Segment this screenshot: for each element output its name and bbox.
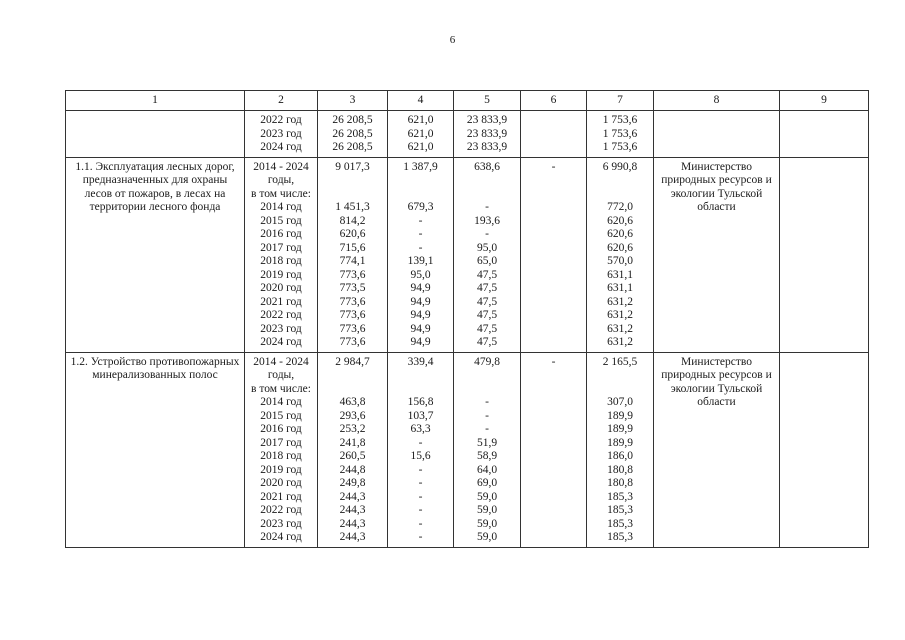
cell-line: -	[418, 214, 423, 227]
section-1-1-col7	[587, 158, 653, 352]
cell-line	[521, 174, 586, 188]
cell-line: 63,3	[410, 423, 431, 435]
cell-line: 307,0	[607, 396, 633, 408]
cell-line	[521, 437, 586, 451]
cell-line: 2018 год	[260, 255, 302, 267]
section-1-1-col4	[388, 158, 453, 352]
cell-line: 156,8	[407, 396, 434, 408]
cell-line: 180,8	[607, 463, 633, 476]
cell-line: 479,8	[474, 355, 500, 368]
cell-line: 47,5	[476, 309, 498, 321]
cell-line: 189,9	[607, 409, 633, 422]
cell-line: 2014 - 2024	[253, 160, 309, 173]
header-row	[66, 91, 869, 111]
cell-line: 65,0	[476, 255, 498, 267]
cell-line: 95,0	[476, 241, 498, 254]
cell-line: 23 833,9	[466, 127, 508, 140]
cell-line	[521, 396, 586, 410]
cell-line: 773,5	[339, 282, 366, 294]
cell-line: 186,0	[607, 450, 633, 462]
continuation-col6	[521, 111, 586, 157]
cell-line: 244,3	[339, 490, 366, 503]
cell-line: 621,0	[407, 127, 434, 140]
cell-line: 2018 год	[260, 450, 302, 462]
cell-line: 570,0	[607, 255, 633, 267]
cell-line: 2015 год	[260, 214, 302, 227]
cell-line: 773,6	[339, 295, 366, 308]
cell-line: 26 208,5	[332, 127, 373, 140]
cell-line: 23 833,9	[466, 141, 508, 153]
continuation-row	[66, 111, 869, 158]
cell-line	[521, 255, 586, 269]
cell-line	[454, 369, 520, 383]
cell-line: 95,0	[410, 268, 431, 281]
cell-line: 2022 год	[260, 309, 302, 321]
cell-line: 47,5	[476, 322, 498, 335]
cell-line: 185,3	[607, 504, 633, 516]
section-1-2-col6	[521, 353, 586, 547]
cell-line: -	[418, 463, 423, 476]
cell-line	[521, 141, 586, 155]
continuation-col7	[587, 111, 653, 157]
cell-line: -	[485, 423, 489, 435]
cell-line: 293,6	[339, 409, 366, 422]
cell-line: 244,3	[339, 517, 366, 530]
cell-line: -	[418, 228, 423, 240]
cell-line	[587, 369, 653, 383]
continuation-col3	[318, 111, 387, 157]
cell-line: 631,1	[607, 268, 633, 281]
cell-line: 58,9	[476, 450, 498, 462]
cell-line	[587, 174, 653, 188]
cell-line	[521, 383, 586, 397]
section-1-2-col9	[780, 352, 869, 547]
cell-line: 244,3	[339, 504, 366, 516]
header-col-5: 5	[454, 91, 521, 111]
cell-line: 814,2	[339, 214, 366, 227]
cell-line: 1 451,3	[335, 201, 370, 213]
cell-line	[521, 491, 586, 505]
header-col-7: 7	[587, 91, 654, 111]
cell-line: 23 833,9	[466, 114, 508, 126]
cell-line: 620,6	[339, 228, 366, 240]
cell-line: 463,8	[339, 396, 366, 408]
cell-line: 2 165,5	[602, 355, 638, 368]
section-1-1-col5	[454, 158, 520, 352]
cell-line	[318, 383, 387, 397]
cell-line: 774,1	[339, 255, 366, 267]
cell-line: 47,5	[476, 336, 498, 348]
cell-line: 2019 год	[260, 268, 302, 281]
header-col-4: 4	[388, 91, 454, 111]
cell-line	[521, 323, 586, 337]
cell-line: 94,9	[410, 336, 431, 348]
cell-line	[388, 383, 453, 397]
cell-line	[521, 423, 586, 437]
cell-line: 47,5	[476, 282, 498, 294]
cell-line: 59,0	[476, 517, 498, 530]
header-col-1: 1	[66, 91, 245, 111]
cell-line	[521, 201, 586, 215]
cell-line: -	[551, 160, 556, 173]
cell-line: 15,6	[410, 450, 431, 462]
cell-line: 773,6	[339, 322, 366, 335]
cell-line	[318, 369, 387, 383]
cell-line	[388, 369, 453, 383]
cell-line: 185,3	[607, 531, 633, 543]
cell-line	[388, 188, 453, 202]
section-row-1-2	[66, 352, 869, 547]
cell-line: 59,0	[476, 531, 498, 543]
cell-line: 679,3	[407, 201, 434, 213]
cell-line: 59,0	[476, 504, 498, 516]
cell-line: 185,3	[607, 490, 633, 503]
cell-line: 2024 год	[260, 336, 302, 348]
cell-line: 26 208,5	[332, 141, 373, 153]
cell-line: 241,8	[339, 436, 366, 449]
cell-line: 620,6	[607, 228, 633, 240]
continuation-executor	[654, 111, 780, 158]
continuation-col9	[780, 111, 869, 158]
cell-line	[454, 383, 520, 397]
cell-line: 631,2	[607, 295, 633, 308]
cell-line: 773,6	[339, 309, 366, 321]
continuation-col5	[454, 111, 520, 157]
cell-line: в том числе:	[251, 382, 311, 395]
continuation-col4	[388, 111, 453, 157]
cell-line: 94,9	[410, 322, 431, 335]
cell-line: 1 753,6	[602, 127, 638, 140]
section-1-2-col7	[587, 353, 653, 547]
cell-line	[587, 383, 653, 397]
header-col-3: 3	[318, 91, 388, 111]
page-number: 6	[449, 34, 456, 46]
cell-line: 621,0	[407, 141, 434, 153]
cell-line: 47,5	[476, 268, 498, 281]
cell-line: -	[485, 396, 489, 408]
budget-table	[65, 90, 869, 548]
cell-line: годы,	[267, 369, 295, 381]
cell-line: 2015 год	[260, 409, 302, 422]
header-col-8: 8	[654, 91, 780, 111]
continuation-description	[66, 111, 245, 158]
cell-line: 1 387,9	[403, 160, 438, 173]
header-col-2: 2	[245, 91, 318, 111]
cell-line: 620,6	[607, 241, 633, 254]
cell-line: 773,6	[339, 336, 366, 348]
cell-line: 1 753,6	[602, 141, 638, 153]
cell-line: 260,5	[339, 450, 366, 462]
cell-line: 1 753,6	[602, 114, 638, 126]
section-1-1-col3	[318, 158, 387, 352]
header-col-6: 6	[521, 91, 587, 111]
section-1-2-col4	[388, 353, 453, 547]
cell-line: 772,0	[607, 201, 633, 213]
cell-line: 620,6	[607, 214, 633, 227]
cell-line	[521, 114, 586, 128]
cell-line: 2020 год	[260, 477, 302, 489]
section-1-1-description: 1.1. Эксплуатация лесных дорог, предназначенных для охраны лесов от пожаров, в лесах на территории лесного фонда	[66, 157, 245, 352]
cell-line	[521, 531, 586, 545]
cell-line: 2021 год	[260, 295, 302, 308]
cell-line: 631,2	[607, 309, 633, 321]
cell-line: -	[485, 228, 489, 240]
cell-line: 631,2	[607, 322, 633, 335]
cell-line: 6 990,8	[602, 160, 638, 173]
cell-line	[388, 174, 453, 188]
cell-line	[521, 410, 586, 424]
cell-line	[521, 228, 586, 242]
cell-line: 244,8	[339, 463, 366, 476]
section-1-2-description: 1.2. Устройство противопожарных минерализованных полос	[66, 352, 245, 547]
cell-line: 2017 год	[260, 436, 302, 449]
cell-line: 339,4	[407, 355, 434, 368]
cell-line: -	[418, 477, 423, 489]
cell-line	[521, 450, 586, 464]
cell-line: -	[418, 504, 423, 516]
cell-line: 59,0	[476, 490, 498, 503]
cell-line: 2016 год	[260, 228, 302, 240]
cell-line: 2024 год	[260, 531, 302, 543]
cell-line: -	[418, 531, 423, 543]
section-1-1-periods	[245, 158, 317, 352]
cell-line	[318, 174, 387, 188]
cell-line: 631,1	[607, 282, 633, 294]
cell-line	[587, 188, 653, 202]
cell-line: 2024 год	[260, 141, 302, 153]
cell-line: -	[418, 436, 423, 449]
cell-line: 2023 год	[260, 322, 302, 335]
cell-line	[521, 464, 586, 478]
cell-line: 2023 год	[260, 517, 302, 530]
cell-line: 2014 год	[260, 396, 302, 408]
cell-line: 2022 год	[260, 114, 302, 126]
cell-line: 249,8	[339, 477, 366, 489]
section-1-2-col3	[318, 353, 387, 547]
cell-line: 185,3	[607, 517, 633, 530]
cell-line: 94,9	[410, 295, 431, 308]
section-1-2-col5	[454, 353, 520, 547]
cell-line: 2022 год	[260, 504, 302, 516]
section-1-2-periods	[245, 353, 317, 547]
cell-line: 9 017,3	[335, 160, 370, 173]
cell-line	[521, 242, 586, 256]
cell-line	[521, 282, 586, 296]
cell-line: 103,7	[407, 409, 434, 422]
header-col-9: 9	[780, 91, 869, 111]
cell-line: -	[418, 490, 423, 503]
cell-line: 2017 год	[260, 241, 302, 254]
cell-line: 64,0	[476, 463, 498, 476]
section-1-2-executor: Министерство природных ресурсов и экологии Тульской области	[654, 352, 780, 547]
cell-line: 2020 год	[260, 282, 302, 294]
cell-line	[318, 188, 387, 202]
section-1-1-col9	[780, 157, 869, 352]
cell-line: в том числе:	[251, 187, 311, 200]
cell-line	[521, 336, 586, 350]
cell-line: 638,6	[474, 160, 500, 173]
continuation-periods	[245, 111, 317, 157]
cell-line	[521, 518, 586, 532]
cell-line	[521, 215, 586, 229]
cell-line: 2021 год	[260, 490, 302, 503]
cell-line: 2016 год	[260, 423, 302, 435]
cell-line: 631,2	[607, 336, 633, 348]
cell-line: 180,8	[607, 477, 633, 489]
cell-line: 244,3	[339, 531, 366, 543]
cell-line	[521, 188, 586, 202]
cell-line: 2019 год	[260, 463, 302, 476]
section-1-1-executor: Министерство природных ресурсов и экологии Тульской области	[654, 157, 780, 352]
cell-line: -	[551, 355, 556, 368]
cell-line: 139,1	[407, 255, 434, 267]
cell-line: 715,6	[339, 241, 366, 254]
cell-line: -	[418, 241, 423, 254]
cell-line: 773,6	[339, 268, 366, 281]
cell-line: -	[418, 517, 423, 530]
cell-line	[454, 188, 520, 202]
cell-line: годы,	[267, 174, 295, 186]
cell-line: 2014 - 2024	[253, 355, 309, 368]
cell-line: 189,9	[607, 436, 633, 449]
cell-line: 26 208,5	[332, 114, 373, 126]
cell-line: 189,9	[607, 423, 633, 435]
cell-line	[521, 369, 586, 383]
cell-line: 2014 год	[260, 201, 302, 213]
cell-line: -	[485, 201, 489, 213]
cell-line: 2 984,7	[335, 355, 370, 368]
cell-line	[521, 504, 586, 518]
cell-line: 51,9	[476, 436, 498, 449]
cell-line	[521, 477, 586, 491]
cell-line	[521, 128, 586, 142]
cell-line: 94,9	[410, 309, 431, 321]
cell-line: 94,9	[410, 282, 431, 294]
cell-line	[521, 269, 586, 283]
section-1-1-col6	[521, 158, 586, 352]
cell-line: 621,0	[407, 114, 434, 126]
cell-line: 69,0	[476, 477, 498, 489]
cell-line	[454, 174, 520, 188]
cell-line: 193,6	[474, 214, 500, 227]
cell-line: 253,2	[339, 423, 366, 435]
cell-line: 47,5	[476, 295, 498, 308]
cell-line: -	[485, 409, 489, 422]
section-row-1-1	[66, 157, 869, 352]
cell-line	[521, 309, 586, 323]
cell-line: 2023 год	[260, 127, 302, 140]
cell-line	[521, 296, 586, 310]
